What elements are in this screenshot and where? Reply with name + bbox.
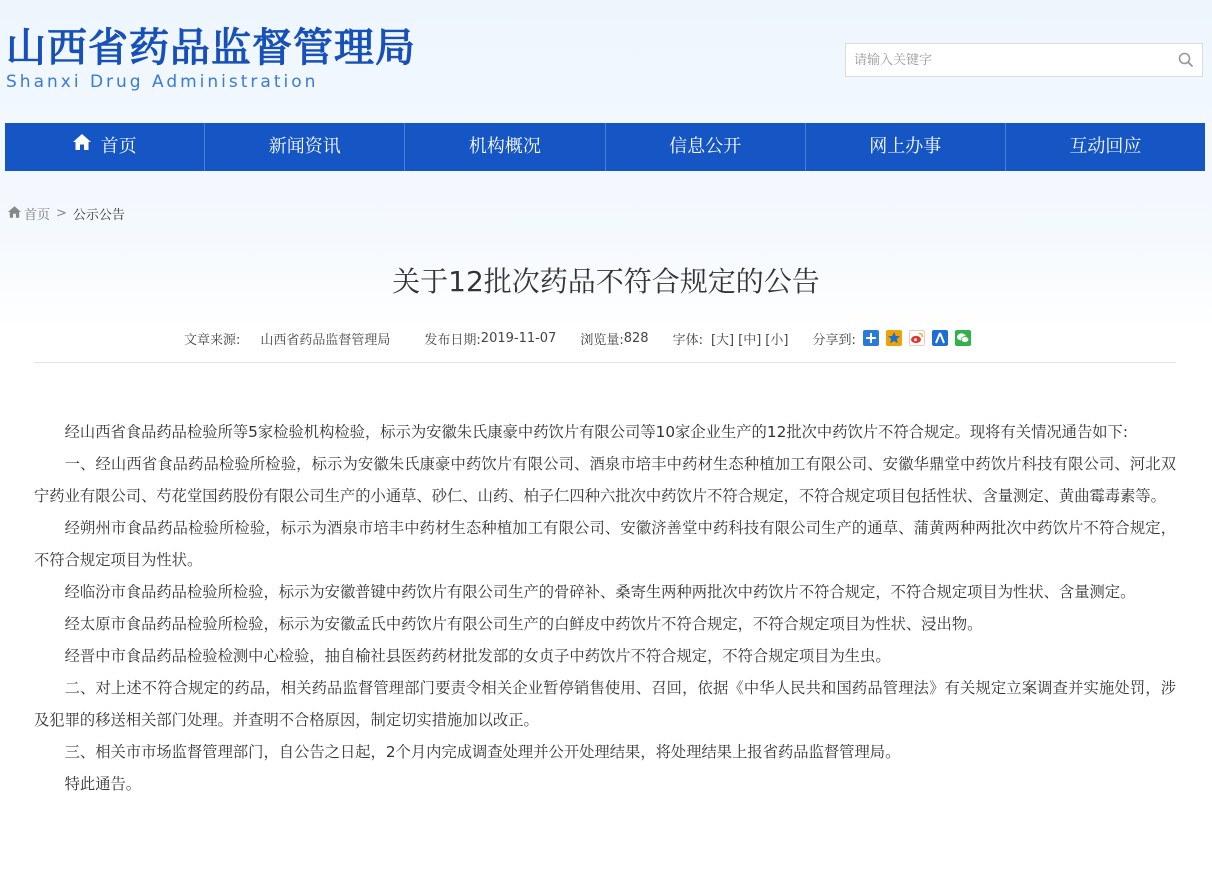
- article-meta: [184, 328, 971, 348]
- qq-weibo-share-icon[interactable]: [886, 330, 902, 346]
- nav-item-home[interactable]: [5, 123, 205, 171]
- date-label: 发布日期:: [424, 332, 481, 348]
- article-content: [34, 416, 1176, 800]
- paragraph: 二、对上述不符合规定的药品，相关药品监督管理部门要责令相关企业暂停销售使用、召回，依据《中华人民共和国药品管理法》有关规定立案调查并实施处罚，涉及犯罪的移送相关部门处理。并查明不合格原因，制定切实措施加以改正。: [34, 679, 1176, 729]
- date-value: 2019-11-07: [480, 330, 557, 346]
- paragraph: 经晋中市食品药品检验检测中心检验，抽自榆社县医药药材批发部的女贞子中药饮片不符合规定，不符合规定项目为生虫。: [64, 647, 891, 665]
- breadcrumb-home-link[interactable]: 首页: [24, 208, 51, 223]
- source-value: 山西省药品监督管理局: [260, 332, 391, 348]
- source-label: 文章来源:: [184, 332, 241, 348]
- breadcrumb-separator: >: [56, 206, 67, 221]
- font-size-small-button[interactable]: [小]: [765, 332, 789, 348]
- site-logo-subtitle: Shanxi Drug Administration: [6, 72, 319, 92]
- views-label: 浏览量:: [580, 332, 624, 348]
- main-nav: [5, 123, 1205, 171]
- share-label: 分享到:: [812, 332, 856, 348]
- paragraph: 特此通告。: [64, 775, 142, 793]
- qzone-share-icon[interactable]: [863, 330, 879, 346]
- paragraph: 经山西省食品药品检验所等5家检验机构检验，标示为安徽朱氏康豪中药饮片有限公司等10家企业生产的12批次中药饮片不符合规定。现将有关情况通告如下:: [64, 423, 1129, 441]
- breadcrumb-home-icon[interactable]: [8, 206, 21, 222]
- nav-item-online-services[interactable]: 网上办事: [806, 123, 1006, 171]
- nav-item-news[interactable]: 新闻资讯: [205, 123, 405, 171]
- sina-weibo-share-icon[interactable]: [909, 330, 925, 346]
- nav-item-organization[interactable]: 机构概况: [405, 123, 605, 171]
- renren-share-icon[interactable]: [932, 330, 948, 346]
- font-size-medium-button[interactable]: [中]: [738, 332, 762, 348]
- paragraph: 三、相关市市场监督管理部门，自公告之日起，2个月内完成调查处理并公开处理结果，将处理结果上报省药品监督管理局。: [64, 743, 901, 761]
- site-logo-title[interactable]: 山西省药品监督管理局: [6, 25, 416, 71]
- search-icon[interactable]: [1176, 50, 1196, 70]
- wechat-share-icon[interactable]: [955, 330, 971, 346]
- breadcrumb: [8, 204, 125, 223]
- font-size-large-button[interactable]: [大]: [710, 332, 735, 348]
- home-icon: [73, 121, 91, 169]
- breadcrumb-current[interactable]: 公示公告: [72, 208, 125, 223]
- paragraph: 经朔州市食品药品检验所检验，标示为酒泉市培丰中药材生态种植加工有限公司、安徽济善堂中药科技有限公司生产的通草、蒲黄两种两批次中药饮片不符合规定，不符合规定项目为性状。: [34, 519, 1176, 569]
- search-box: [845, 43, 1203, 77]
- search-input[interactable]: [846, 44, 1166, 76]
- title-divider: [34, 362, 1176, 363]
- paragraph: 经太原市食品药品检验所检验，标示为安徽孟氏中药饮片有限公司生产的白鲜皮中药饮片不符合规定，不符合规定项目为性状、浸出物。: [64, 615, 983, 633]
- views-value: 828: [623, 330, 649, 346]
- paragraph: 一、经山西省食品药品检验所检验，标示为安徽朱氏康豪中药饮片有限公司、酒泉市培丰中药材生态种植加工有限公司、安徽华鼎堂中药饮片科技有限公司、河北双宁药业有限公司、芍花堂国药股份有限公司生产的小通草、砂仁、山药、柏子仁四种六批次中药饮片不符合规定，不符合规定项目包括性状、含量测定、黄曲霉毒素等。: [34, 455, 1176, 505]
- article-title: 关于12批次药品不符合规定的公告: [392, 265, 820, 298]
- paragraph: 经临汾市食品药品检验所检验，标示为安徽普键中药饮片有限公司生产的骨碎补、桑寄生两种两批次中药饮片不符合规定，不符合规定项目为性状、含量测定。: [64, 583, 1136, 601]
- nav-item-interaction[interactable]: 互动回应: [1069, 136, 1142, 157]
- nav-item-info-disclosure[interactable]: 信息公开: [606, 123, 806, 171]
- font-size-label: 字体:: [672, 332, 703, 348]
- nav-item-label: 首页: [100, 136, 137, 157]
